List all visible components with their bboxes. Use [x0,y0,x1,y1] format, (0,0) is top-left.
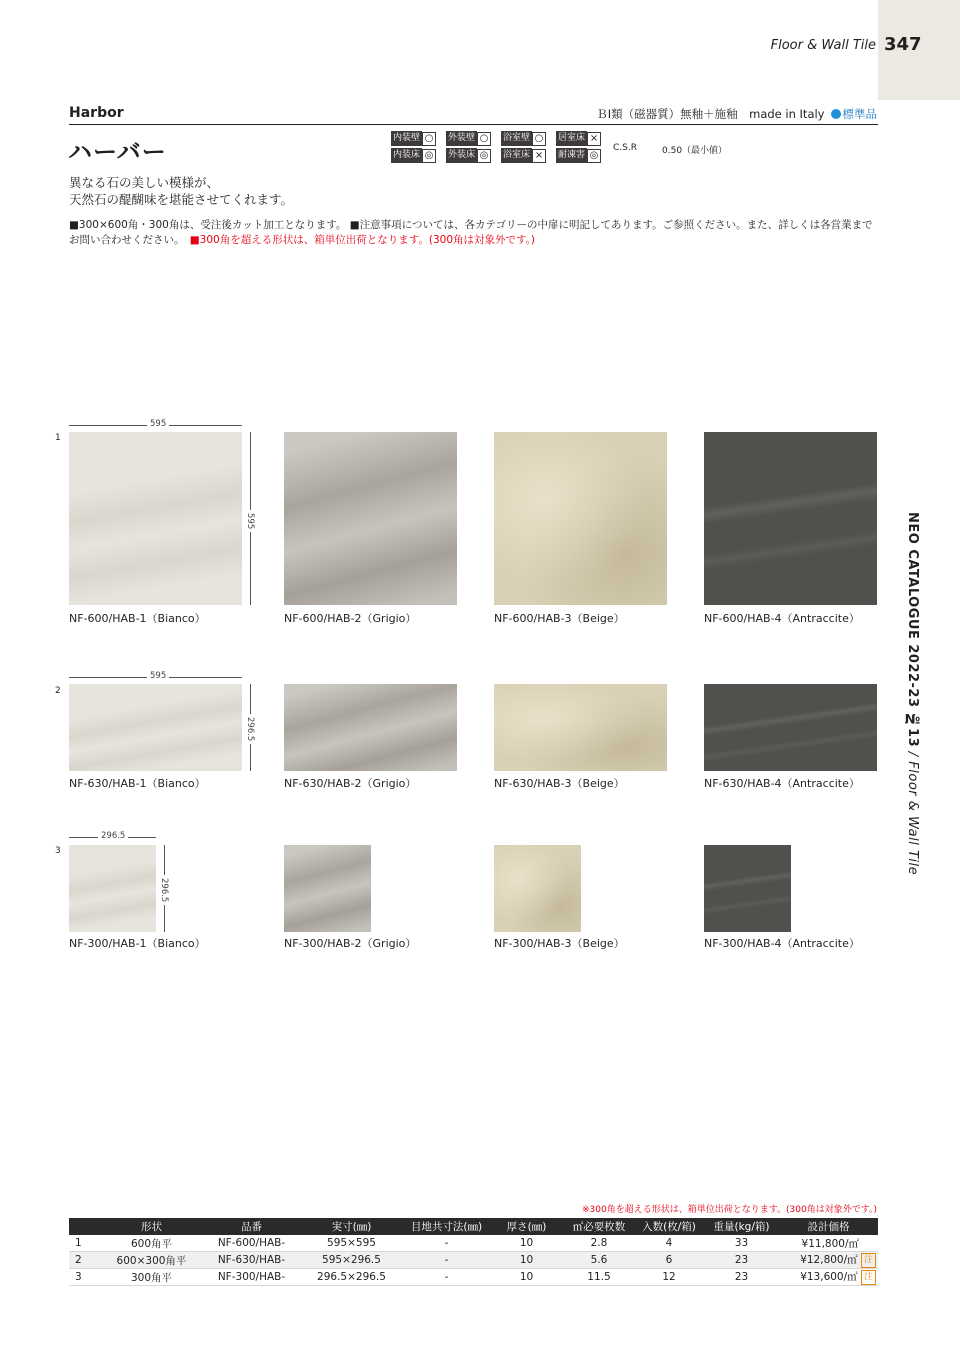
tile-caption: NF-600/HAB-3（Beige） [494,612,625,625]
tile-caption: NF-300/HAB-3（Beige） [494,937,625,950]
note-main: ■300×600角・300角は、受注後カット加工となります。 ■注意事項については、各カテゴリーの中扉に明記してあります。ご参照ください。また、詳しくは各営業までお問い合わせください。 [69,219,873,246]
cell-per-m2: 11.5 [564,1269,634,1286]
usage-mark: ◎ [587,149,601,163]
cell-size: 595×296.5 [299,1252,404,1269]
cell-weight: 23 [704,1269,779,1286]
cell-price [779,1235,878,1252]
usage-mark: ◎ [477,149,491,163]
row-number: 1 [55,433,61,443]
cell-no: 1 [69,1235,99,1252]
usage-item [391,131,445,146]
row-number: 2 [55,686,61,696]
dimension-width: 296.5 [98,831,128,841]
usage-label: 耐凍害 [556,148,587,163]
side-title-sub: / Floor & Wall Tile [905,747,920,876]
cell-joint: - [404,1235,489,1252]
tile-swatch-grigio [284,432,457,605]
product-name-en: Harbor [69,105,124,121]
product-description [69,174,293,208]
cell-joint: - [404,1269,489,1286]
page-number: 347 [884,34,922,55]
table-header: 入数(枚/箱) [634,1218,704,1235]
cell-per-box: 6 [634,1252,704,1269]
tile-caption: NF-630/HAB-2（Grigio） [284,777,417,790]
standard-dot-icon [831,109,841,119]
cell-price [779,1269,878,1286]
tile-swatch-antraccite [704,684,877,771]
description-line: 天然石の醍醐味を堪能させてくれます。 [69,192,294,207]
table-row [69,1252,878,1269]
cell-price [779,1252,878,1269]
cell-code: NF-630/HAB- [204,1252,299,1269]
tile-swatch-beige [494,684,667,771]
row-number: 3 [55,846,61,856]
cell-per-m2: 2.8 [564,1235,634,1252]
dimension-height: 296.5 [245,714,255,744]
usage-item [446,148,500,163]
cell-size: 296.5×296.5 [299,1269,404,1286]
cell-per-box: 4 [634,1235,704,1252]
dimension-width: 595 [147,419,169,429]
catalog-category: Floor & Wall Tile [770,38,876,53]
tile-swatch-grigio [284,684,457,771]
table-row [69,1269,878,1286]
table-header: ㎡必要枚数 [564,1218,634,1235]
tile-swatch-antraccite [704,845,791,932]
dimension-width: 595 [147,671,169,681]
cell-code: NF-600/HAB- [204,1235,299,1252]
cell-joint: - [404,1252,489,1269]
cell-per-m2: 5.6 [564,1252,634,1269]
usage-label: 内装壁 [391,131,422,146]
usage-grid [391,131,609,163]
usage-label: 居室床 [556,131,587,146]
cell-code: NF-300/HAB- [204,1269,299,1286]
usage-mark: ○ [422,132,436,146]
cell-weight: 23 [704,1252,779,1269]
tile-swatch-beige [494,432,667,605]
usage-item [556,148,610,163]
tile-caption: NF-300/HAB-4（Antraccite） [704,937,860,950]
cell-thickness: 10 [489,1235,564,1252]
cell-no: 3 [69,1269,99,1286]
tile-swatch-grigio [284,845,371,932]
cell-thickness: 10 [489,1269,564,1286]
tile-swatch-bianco [69,845,156,932]
usage-mark: ○ [532,132,546,146]
csr-label: C.S.R [613,143,637,153]
cell-weight: 33 [704,1235,779,1252]
usage-mark: ○ [477,132,491,146]
usage-item [391,148,445,163]
table-header: 実寸(㎜) [299,1218,404,1235]
tile-caption: NF-630/HAB-4（Antraccite） [704,777,860,790]
usage-mark: ◎ [422,149,436,163]
table-note: ※300角を超える形状は、箱単位出荷となります。(300角は対象外です。) [582,1205,877,1215]
table-row [69,1235,878,1252]
table-header: 品番 [204,1218,299,1235]
table-header: 重量(kg/箱) [704,1218,779,1235]
usage-label: 内装床 [391,148,422,163]
table-header: 目地共寸法(㎜) [404,1218,489,1235]
price-value: ¥13,600/㎡ [800,1271,858,1284]
cell-size: 595×595 [299,1235,404,1252]
note-mark-icon: 注 [861,1253,876,1268]
table-header: 設計価格 [779,1218,878,1235]
tile-caption: NF-300/HAB-2（Grigio） [284,937,417,950]
cell-thickness: 10 [489,1252,564,1269]
spec-text: ＢⅠ類（磁器質）無釉＋施釉 made in Italy [596,107,825,121]
product-spec [596,106,877,122]
usage-item [501,148,555,163]
table-header: 形状 [99,1218,204,1235]
cell-shape: 600×300角平 [99,1252,204,1269]
cell-shape: 300角平 [99,1269,204,1286]
usage-item [501,131,555,146]
table-header [69,1218,99,1235]
usage-item [556,131,610,146]
tile-swatch-bianco [69,684,242,771]
tile-swatch-antraccite [704,432,877,605]
tile-caption: NF-630/HAB-1（Bianco） [69,777,206,790]
cell-per-box: 12 [634,1269,704,1286]
table-header-row [69,1218,878,1235]
price-value: ¥11,800/㎡ [801,1237,859,1250]
dimension-height: 595 [245,510,255,532]
usage-label: 浴室壁 [501,131,532,146]
table-header: 厚さ(㎜) [489,1218,564,1235]
dimension-height: 296.5 [159,875,169,905]
cell-shape: 600角平 [99,1235,204,1252]
tile-swatch-bianco [69,432,242,605]
usage-mark: × [587,132,601,146]
product-name-jp: ハーバー [68,138,167,166]
title-rule [69,124,878,125]
product-notes [69,218,881,248]
cell-no: 2 [69,1252,99,1269]
usage-label: 浴室床 [501,148,532,163]
note-red: ■300角を超える形状は、箱単位出荷となります。(300角は対象外です。) [189,234,536,246]
tile-caption: NF-300/HAB-1（Bianco） [69,937,206,950]
side-title-main: NEO CATALOGUE 2022-23 №13 [905,512,920,748]
note-mark-icon: 注 [861,1270,876,1285]
usage-item [446,131,500,146]
spec-table [69,1218,878,1286]
standard-label: 標準品 [842,107,877,121]
tile-caption: NF-600/HAB-4（Antraccite） [704,612,860,625]
description-line: 異なる石の美しい模様が、 [69,175,220,190]
tile-caption: NF-600/HAB-1（Bianco） [69,612,206,625]
tile-swatch-beige [494,845,581,932]
tile-caption: NF-600/HAB-2（Grigio） [284,612,417,625]
side-catalog-title [905,512,920,875]
tile-caption: NF-630/HAB-3（Beige） [494,777,625,790]
usage-label: 外装床 [446,148,477,163]
usage-mark: × [532,149,546,163]
csr-value: 0.50（最小値） [662,146,728,156]
usage-label: 外装壁 [446,131,477,146]
price-value: ¥12,800/㎡ [800,1254,858,1267]
